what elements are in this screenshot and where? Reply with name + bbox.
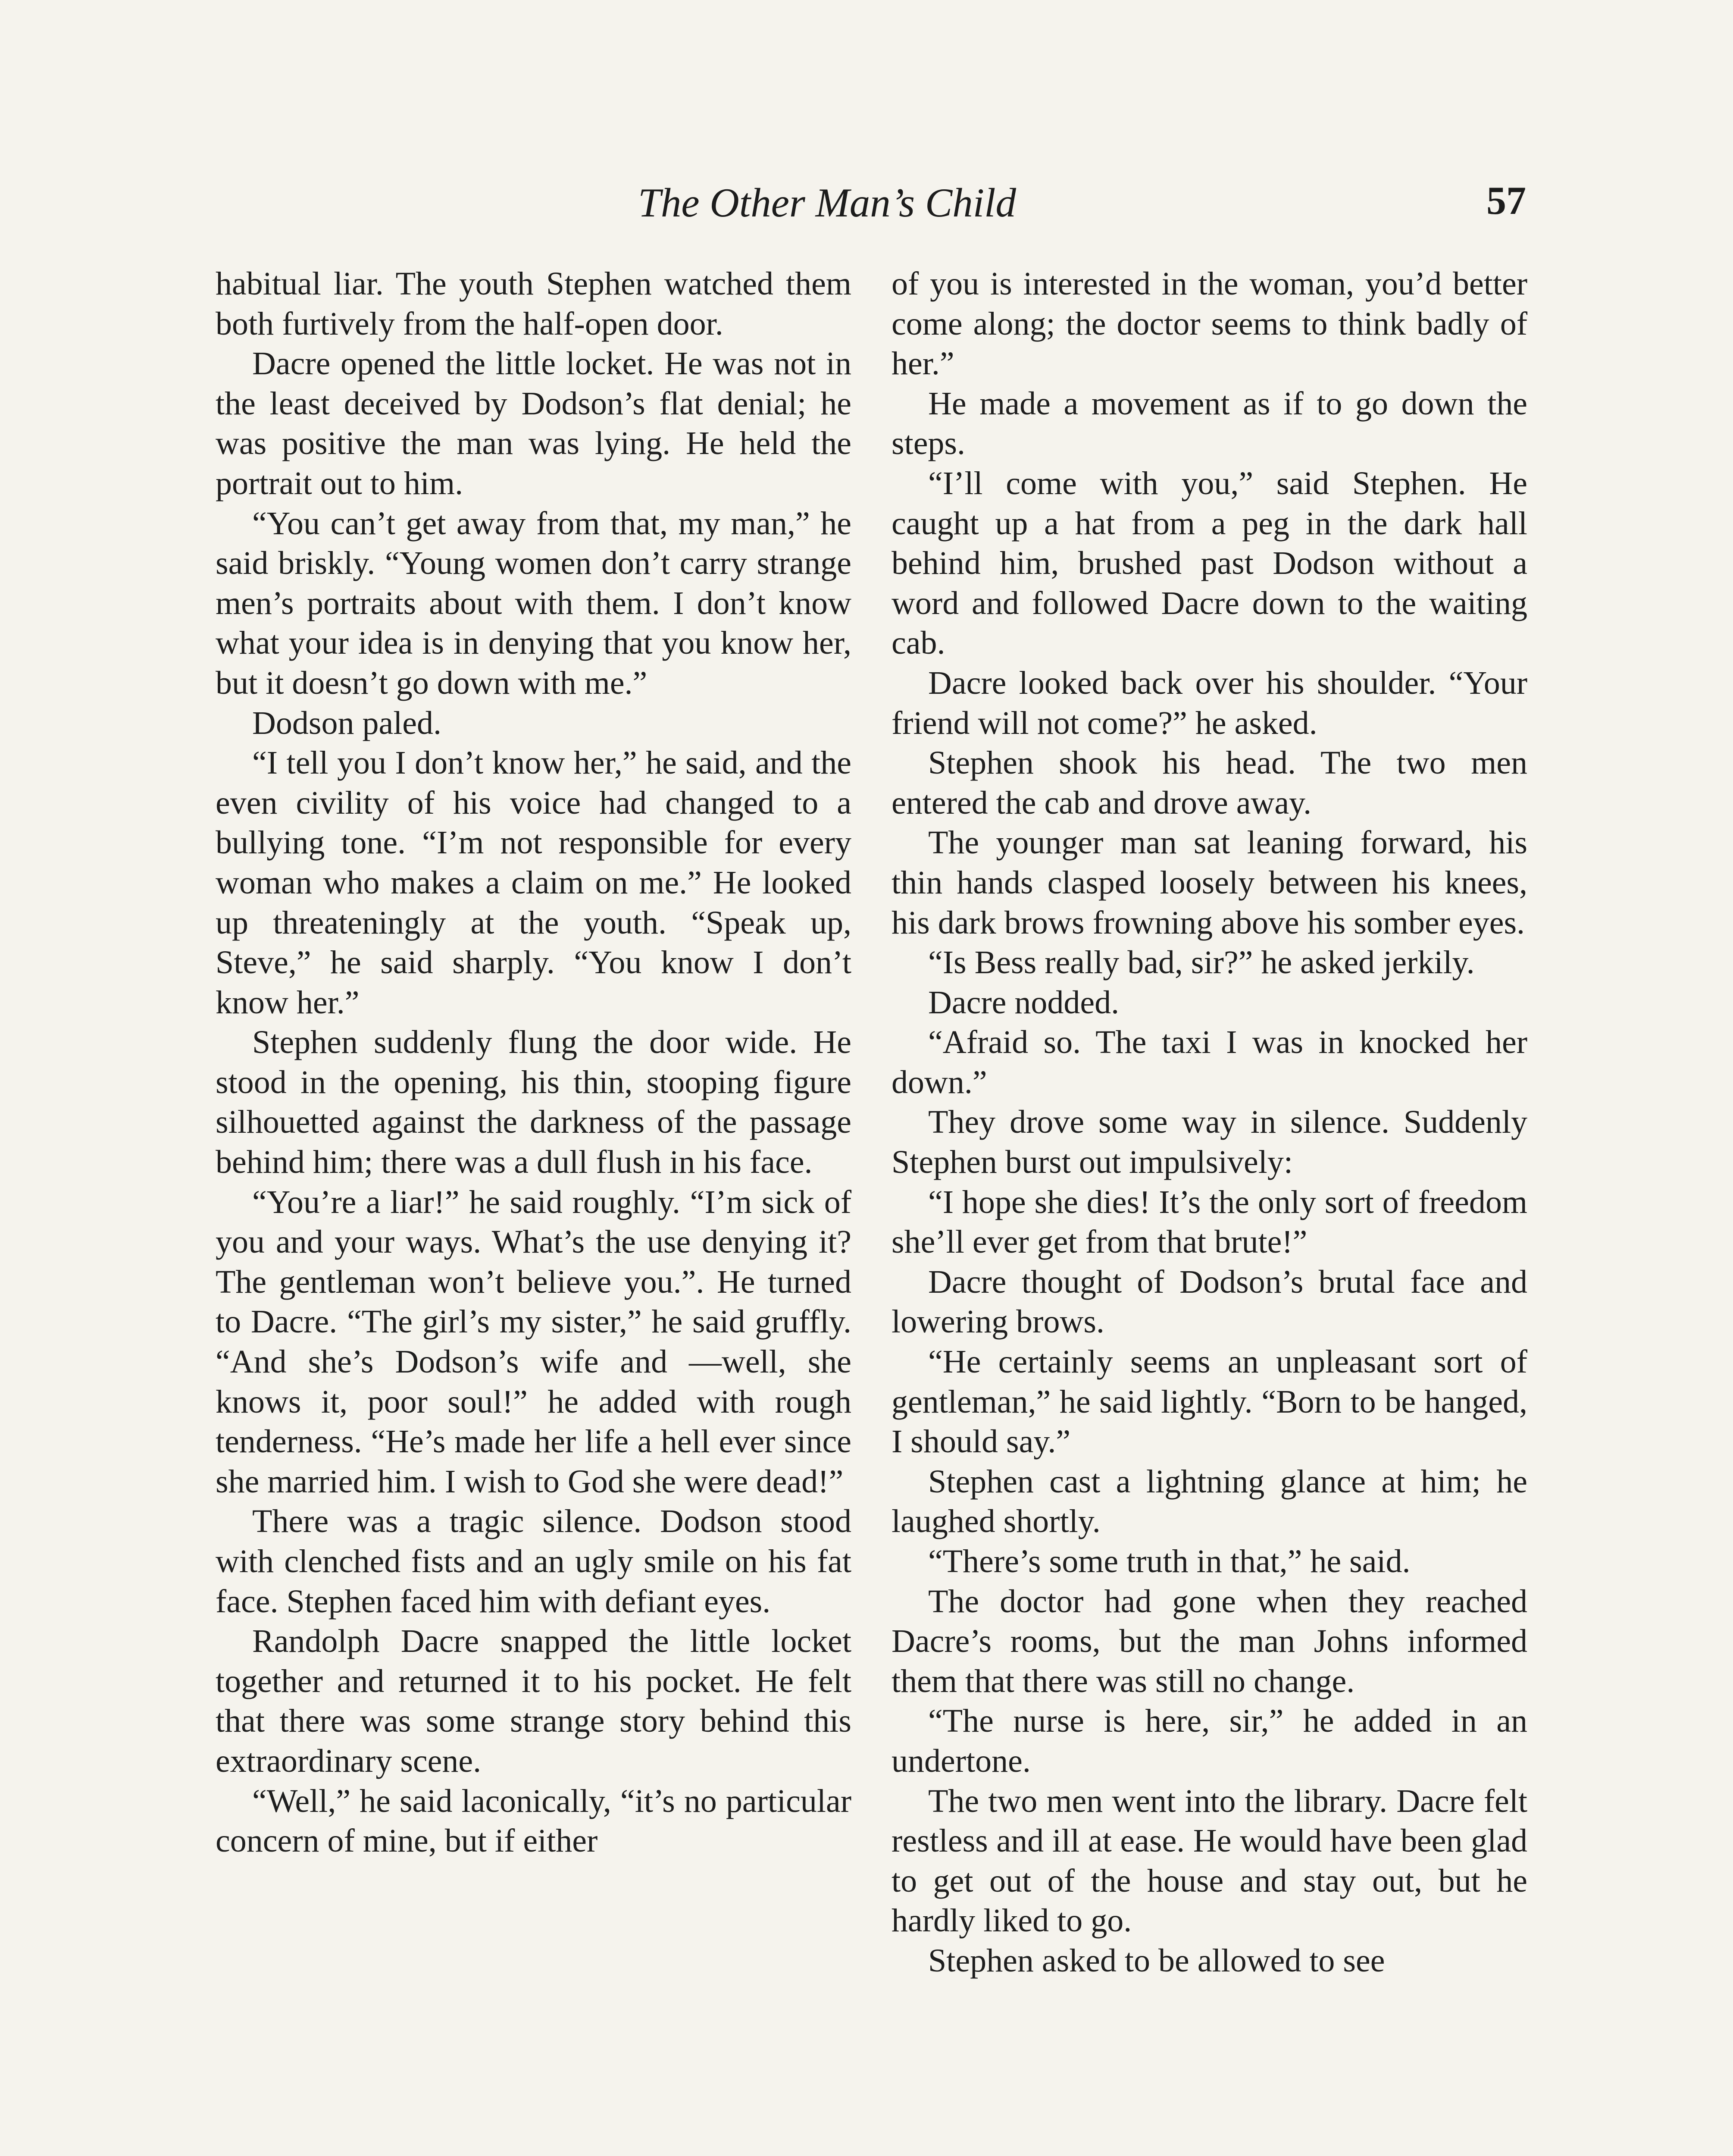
running-title: The Other Man’s Child (638, 180, 1017, 226)
paragraph: Dacre looked back over his shoulder. “Your friend will not come?” he asked. (892, 664, 1527, 741)
paragraph: Dacre opened the little locket. He was not in the least deceived by Dodson’s flat denial; he was positive the man was lying. He held the portrait out to him. (216, 345, 851, 501)
paragraph: Stephen asked to be allowed to see (928, 1942, 1385, 1979)
paragraph: The two men went into the library. Dacre felt restless and ill at ease. He would have been glad to get out of the house and stay out, but he hardly liked to go. (892, 1783, 1527, 1939)
paragraph: Stephen cast a lightning glance at him; he laughed shortly. (892, 1463, 1527, 1540)
left-text-column (216, 264, 851, 1861)
paragraph: He made a movement as if to go down the steps. (892, 385, 1527, 462)
paragraph: “I’ll come with you,” said Stephen. He caught up a hat from a peg in the dark hall behind him, brushed past Dodson without a word and followed Dacre down to the waiting cab. (892, 465, 1527, 661)
paragraph: Stephen suddenly flung the door wide. He stood in the opening, his thin, stooping figure silhouetted against the darkness of the passage behind him; there was a dull flush in his face. (216, 1024, 851, 1181)
paragraph: habitual liar. The youth Stephen watched them both furtively from the half-open door. (216, 266, 851, 342)
paragraph: The younger man sat leaning forward, his thin hands clasped loosely between his knees, his dark brows frowning above his somber eyes. (892, 824, 1527, 941)
paragraph: They drove some way in silence. Suddenly Stephen burst out impulsively: (892, 1104, 1527, 1181)
paragraph: Stephen shook his head. The two men entered the cab and drove away. (892, 745, 1527, 821)
paragraph: “Is Bess really bad, sir?” he asked jerkily. (928, 944, 1475, 981)
paragraph: “I hope she dies! It’s the only sort of freedom she’ll ever get from that brute!” (892, 1184, 1527, 1260)
paragraph: Dacre thought of Dodson’s brutal face and lowering brows. (892, 1263, 1527, 1340)
paragraph: There was a tragic silence. Dodson stood with clenched fists and an ugly smile on his fat face. Stephen faced him with defiant eyes. (216, 1503, 851, 1620)
paragraph: “He certainly seems an unpleasant sort of gentleman,” he said lightly. “Born to be hanged, I should say.” (892, 1344, 1527, 1460)
paragraph: “You can’t get away from that, my man,” he said briskly. “Young women don’t carry strange men’s portraits about with them. I don’t know what your idea is in denying that you know her, but it doesn’t go down with me.” (216, 505, 851, 701)
paragraph: “There’s some truth in that,” he said. (928, 1543, 1411, 1579)
paragraph: “Well,” he said laconically, “it’s no particular concern of mine, but if either (216, 1783, 851, 1859)
paragraph: Randolph Dacre snapped the little locket together and returned it to his pocket. He felt that there was some strange story behind this extraordinary scene. (216, 1623, 851, 1779)
paragraph: Dacre nodded. (928, 984, 1120, 1021)
paragraph: The doctor had gone when they reached Dacre’s rooms, but the man Johns informed them that there was still no change. (892, 1583, 1527, 1699)
paragraph: “Afraid so. The taxi I was in knocked her down.” (892, 1024, 1527, 1100)
page-number: 57 (1486, 179, 1526, 222)
paragraph: Dodson paled. (252, 705, 442, 741)
paragraph: of you is interested in the woman, you’d better come along; the doctor seems to think badly of her.” (892, 266, 1527, 382)
paragraph: “I tell you I don’t know her,” he said, and the even civility of his voice had changed to a bullying tone. “I’m not responsible for every woman who makes a claim on me.” He looked up threateningly at the youth. “Speak up, Steve,” he said sharply. “You know I don’t know her.” (216, 745, 851, 1021)
paragraph: “You’re a liar!” he said roughly. “I’m sick of you and your ways. What’s the use denying it? The gentleman won’t believe you.”. He turned to Dacre. “The girl’s my sister,” he said gruffly. “And she’s Dodson’s wife and —well, she knows it, poor soul!” he added with rough tenderness. “He’s made her life a hell ever since she married him. I wish to God she were dead!” (216, 1184, 851, 1500)
right-text-column (892, 264, 1527, 1981)
paragraph: “The nurse is here, sir,” he added in an undertone. (892, 1703, 1527, 1779)
